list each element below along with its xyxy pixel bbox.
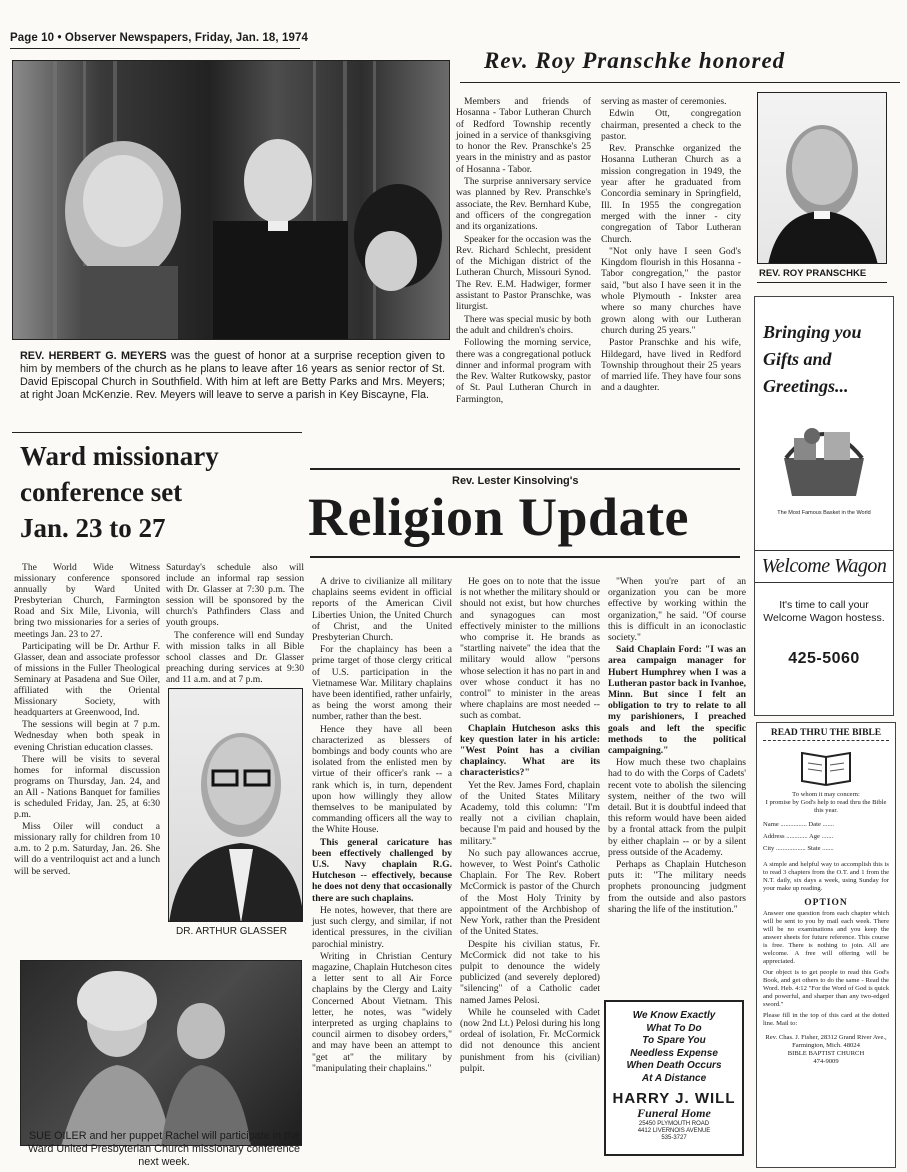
oiler-caption: SUE OILER and her puppet Rachel will participate in the Ward United Presbyterian Church missionary conference next week.	[27, 1130, 301, 1168]
oiler-puppet-photo	[20, 960, 302, 1146]
paper-name: Observer Newspapers	[64, 32, 189, 44]
religion-byline: Rev. Lester Kinsolving's	[452, 475, 579, 487]
open-bible-icon	[798, 747, 854, 787]
glasser-caption: DR. ARTHUR GLASSER	[176, 926, 287, 937]
pranschke-col-2: serving as master of ceremonies. Edwin Ott, congregation chairman, presented a check to the pastor. Rev. Pranschke organized the Hosanna Lutheran Church as a mission congregation in 1949, the year after he graduated from Concordia seminary in Springfield, Ill. In 1955 the congregation merged with the inner - city congregation of Tabor Lutheran Church. "Not only have I seen God's Kingdom flourish in this Hosanna - Tabor congregation," the pastor said, "but also I have seen it in the whole Plymouth - Inkster area where so many churches have grown along with our Lutheran church during 25 years." Pastor Pranschke and his wife, Hildegard, have lived in Redford Township throughout their 25 years of married life. They have four sons and a daughter.	[601, 96, 741, 394]
meyers-photo-figures	[13, 61, 450, 340]
will-funeral-ad	[604, 1000, 744, 1156]
religion-col-3: "When you're part of an organization you can be more effective by working within the organization," he said. "Of course this is difficult in an iconoclastic society." Said Chaplain Ford: "I was an area campaign manager for Hubert Humphrey when I was a Lutheran pastor back in Ivanhoe, Minn. But since I felt an obligation to try to relate to all my parishioners, I preached goals and left the specific methods to the political campaigning." How much these two chaplains had to do with the Corps of Cadets' recent vote to abolish the silencing system, neither of the two will detail. But it is doubtful indeed that this reform would have been aided by a frontal attack from the pulpit by either chaplain -- or by a silent press outside of the Academy. Perhaps as Chaplain Hutcheson puts it: "The military needs prophets pronouncing judgment from the outside and also pastors sharing the life of the institution."	[608, 576, 746, 915]
pranschke-col-1: Members and friends of Hosanna - Tabor Lutheran Church of Redford Township recently joined in a service of thanksgiving to honor the Rev. Pranschke's 25 years in the ministry and as pastor of Hosanna - Tabor. The surprise anniversary service was planned by Rev. Pranschke's associate, the Rev. Bernhard Kube, and officers of the congregation and its organizations. Speaker for the occasion was the Rev. Richard Schlecht, president of the Michigan district of the Lutheran Church, Missouri Synod. The Rev. E.M. Hadwiger, former assistant to Pastor Pranschke, was liturgist. There was special music by both the adult and children's choirs. Following the morning service, there was a congregational potluck dinner and informal program with the Rev. Walter Rutkowsky, pastor of St. Paul Lutheran Church in Farmington,	[456, 96, 591, 405]
basket-caption: The Most Famous Basket in the World	[777, 510, 871, 516]
will-name: HARRY J. WILL	[612, 1090, 736, 1107]
gift-basket-icon	[764, 408, 884, 500]
pranschke-photo	[757, 92, 887, 264]
pranschke-rule	[460, 82, 900, 83]
religion-col-2: He goes on to note that the issue is not whether the military should or should not exist, but how churches and synagogues can most effectively minister to the millions who comprise it. He brands as "startling naivete" the idea that the military would allow "persons whose selection it has no part in and over whose conduct it has no control" to minister in the areas where chaplains are most needed -- such as combat. Chaplain Hutcheson asks this key question later in his article: "West Point has a civilian chaplaincy. What are its characteristics?" Yet the Rev. James Ford, chaplain of the United States Military Academy, told this column: "I'm really not a civilian chaplain, because I'm paid and housed by the military." No such pay allowances accrue, however, to West Point's Catholic Chaplain. For The Rev. Robert McCormick is pastor of the Church of the Most Holy Trinity by appointment of the Archbishop of New York, rather than the President of the United States. Despite his civilian status, Fr. McCormick did not take to his pulpit to denounce the widely publicized (and severely deplored) "silencing" of a Catholic cadet named James Pelosi. While he counseled with Cadet (now 2nd Lt.) Pelosi during his long ordeal of isolation, Fr. McCormick did not denounce this ancient punishment from his (civilian) pulpit.	[460, 576, 600, 1074]
glasser-photo	[168, 688, 303, 922]
religion-top-rule	[310, 468, 740, 470]
bible-ad-title: READ THRU THE BIBLE	[763, 729, 889, 741]
page-number: Page 10	[10, 32, 55, 44]
will-slogan: We Know Exactly What To Do To Spare You Needless Expense When Death Occurs At A Distance	[626, 1010, 722, 1084]
page-masthead: Page 10 • Observer Newspapers, Friday, Jan. 18, 1974	[10, 32, 308, 44]
pranschke-headline: Rev. Roy Pranschke honored	[484, 48, 786, 73]
bible-ad: READ THRU THE BIBLE To whom it may concern: I promise by God's help to read thru the Bible this year. Name ................ Date ....... Address ............. Age ....... City .................. State ....... A simple and helpful way to accomplish this is to read 3 chapters from the O.T. and 1 from the N.T. daily, six days a week, using Sunday for your make up reading. OPTION Answer one question from each chapter which will be sent to you by mail each week. There will be no examinations and you keep the answer sheets for future reference. This course is free. There is nothing to join. All are welcome. A free will offering will be appreciated. Our object is to get people to read this God's Book, and get others to do the same - Read the Word. Heb. 4:12 "For the Word of God is quick and powerful, and sharper than any two-edged sword." Please fill in the top of this card at the dotted line. Mail to: Rev. Chas. J. Fisher, 28312 Grand River Ave., Farmington, Mich. 48024 BIBLE BAPTIST CHURCH 474-9009	[756, 722, 896, 1168]
religion-col-1: A drive to civilianize all military chaplains seems evident in official reports of the American Civil Liberties Union, the United Church of Christ, and the United Presbyterian Church. For the chaplaincy has been a prime target of those clergy critical of U.S. participation in the Vietnamese War. Military chaplains have been identified, rather unfairly, as being the worst among their number, rather than the best. Hence they have all been characterized as blessers of bombings and body counts who are isolated from the enlisted men by virtue of their officer's rank -- a rank which is, in turn, dependent upon how willingly they allow themselves to be manipulated by commanding officers all the way to the White House. This general caricature has been effectively challenged by U.S. Navy chaplain R.G. Hutcheson -- effectively, because he does not deny that occasionally there are such chaplains. He notes, however, that there are just such clergy, and similar, if not identical pressures, in the civilian parochial ministry. Writing in Christian Century magazine, Chaplain Hutcheson cites a letter sent to all Air Force chaplains by the Clergy and Laity Concerned About Vietnam. This letter, he notes, was "widely interpreted as urging chaplains to council airmen to disobey orders," and may have been an attempt to "get at" the military by "manipulating their chaplains."	[312, 576, 452, 1074]
welcome-phone: 425-5060	[788, 649, 860, 667]
bible-form-address: Address ............. Age .......	[763, 833, 834, 840]
ward-headline: Ward missionary conference set Jan. 23 to 27	[20, 441, 219, 543]
issue-date: Friday, Jan. 18, 1974	[194, 32, 308, 44]
bible-form-name: Name ................ Date .......	[763, 821, 835, 828]
bible-address-block: Rev. Chas. J. Fisher, 28312 Grand River Ave., Farmington, Mich. 48024 BIBLE BAPTIST CHURCH 474-9009	[765, 1034, 887, 1065]
masthead-rule	[10, 48, 300, 49]
pranschke-photo-caption: REV. ROY PRANSCHKE	[759, 268, 867, 279]
ward-col-2: Saturday's schedule also will include an informal rap session with Dr. Glasser at 7:30 p.m. The session will be sponsored by the church's Pathfinders Class and youth groups. The conference will end Sunday with mission talks in all Bible school classes and Dr. Glasser preaching during services at 9:30 and 11 a.m. and at 7 p.m.	[166, 562, 304, 685]
pranschke-caption-rule	[757, 282, 887, 283]
welcome-script: Bringing you Gifts and Greetings...	[763, 322, 862, 396]
will-address: 25450 PLYMOUTH ROAD 4412 LIVERNOIS AVENUE 535-3727	[637, 1120, 711, 1141]
bible-form-city: City .................. State .......	[763, 845, 834, 852]
religion-headline: Religion Update	[308, 487, 690, 547]
welcome-wagon-ad	[754, 296, 894, 716]
welcome-brand: Welcome Wagon	[755, 550, 893, 583]
will-sub: Funeral Home	[637, 1105, 711, 1120]
religion-bottom-rule	[310, 556, 740, 558]
welcome-text: It's time to call your Welcome Wagon hostess.	[763, 598, 885, 624]
ward-top-rule	[12, 432, 302, 433]
meyers-reception-photo	[12, 60, 450, 340]
ward-col-1: The World Wide Witness missionary conference sponsored annually by Ward United Presbyterian Church, Farmington Road and Six Mile, Livonia, will bring two missionaries for a series of meetings Jan. 23 to 27. Participating will be Dr. Arthur F. Glasser, dean and associate professor of missions in the Fuller Theological Seminary at Pasadena and Sue Oiler, affiliated with the Oriental Missionary Society, with headquarters at Greenwood, Ind. The sessions will begin at 7 p.m. Wednesday when both speak in evening Christian education classes. There will be visits to several homes for informal discussion programs on Thursday, Jan. 24, and an All - Nations Banquet for families is scheduled Friday, Jan. 25, at 6:30 p.m. Miss Oiler will conduct a missionary rally for children from 10 a.m. to 2 p.m. Saturday, Jan. 26. She will do a ventriloquist act and a lunch will be served.	[14, 562, 160, 877]
meyers-caption: REV. HERBERT G. MEYERS was the guest of honor at a surprise reception given to him by members of the church as he plans to leave after 16 years as senior rector of St. David Episcopal Church in Southfield. With him at left are Betty Parks and Mrs. Meyers; at right Joan McKenzie. Rev. Meyers will leave to serve a parish in Key Biscayne, Fla.	[20, 350, 446, 401]
